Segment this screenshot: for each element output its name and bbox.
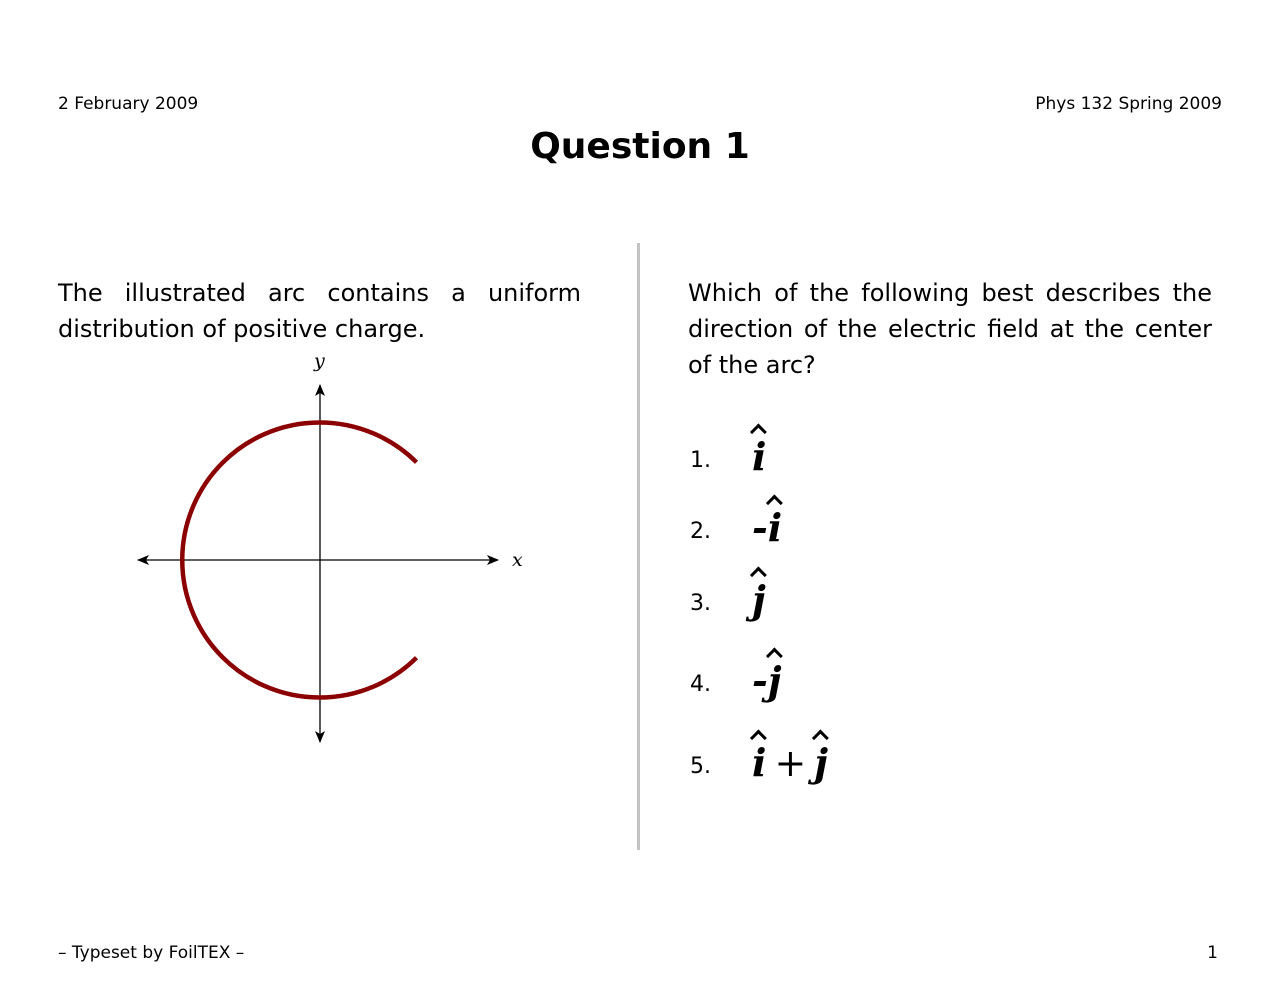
option-expression [752, 658, 782, 703]
option-sign: - [752, 505, 768, 550]
plus-operator: + [774, 741, 807, 785]
option-number: 4. [690, 672, 711, 697]
unit-vector-j: j [767, 658, 782, 703]
option-number: 3. [690, 591, 711, 616]
option-expression [752, 577, 766, 622]
y-axis-label: y [314, 350, 325, 372]
option-expression [752, 505, 782, 550]
header-course: Phys 132 Spring 2009 [1035, 94, 1222, 114]
unit-vector-j: j [752, 577, 766, 622]
unit-vector-j: j [814, 740, 829, 785]
unit-vector-i: i [752, 740, 767, 785]
arc-figure [130, 345, 530, 755]
x-axis-label: x [512, 549, 523, 571]
option-number: 2. [690, 519, 711, 544]
option-number: 5. [690, 754, 711, 779]
footer-typeset: – Typeset by FoilTEX – [58, 943, 245, 963]
option-sign: - [752, 658, 768, 703]
option-number: 1. [690, 448, 711, 473]
column-divider [637, 243, 640, 850]
page-number: 1 [1207, 943, 1218, 963]
option-expression [752, 740, 828, 785]
page-title: Question 1 [530, 126, 750, 167]
option-expression [752, 434, 766, 479]
question-text: Which of the following best describes the direction of the electric field at the center of the arc? [688, 279, 1212, 379]
header-date: 2 February 2009 [58, 94, 199, 114]
problem-statement: The illustrated arc contains a uniform distribution of positive charge. [58, 279, 581, 343]
unit-vector-i: i [767, 505, 783, 550]
unit-vector-i: i [752, 434, 767, 479]
